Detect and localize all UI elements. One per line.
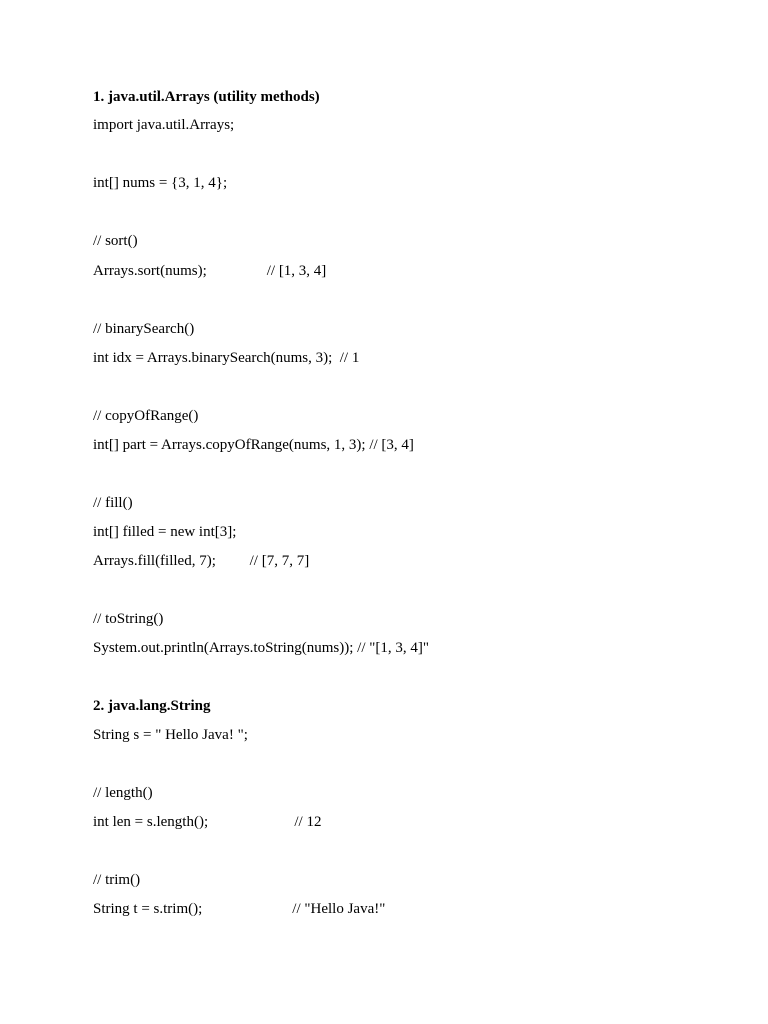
code-line-trim: String t = s.trim(); // "Hello Java!" bbox=[93, 901, 386, 917]
code-line-copy-of-range: int[] part = Arrays.copyOfRange(nums, 1, 3); // [3, 4] bbox=[93, 437, 414, 453]
comment-to-string: // toString() bbox=[93, 611, 164, 627]
comment-sort: // sort() bbox=[93, 233, 138, 249]
code-line-string-declaration: String s = " Hello Java! "; bbox=[93, 727, 248, 743]
comment-copy-of-range: // copyOfRange() bbox=[93, 408, 199, 424]
code-line-fill: Arrays.fill(filled, 7); // [7, 7, 7] bbox=[93, 553, 310, 569]
code-line-new-int-array: int[] filled = new int[3]; bbox=[93, 524, 237, 540]
code-line-import: import java.util.Arrays; bbox=[93, 117, 235, 133]
section-heading-string: 2. java.lang.String bbox=[93, 698, 211, 714]
comment-fill: // fill() bbox=[93, 495, 133, 511]
code-line-to-string: System.out.println(Arrays.toString(nums)); // "[1, 3, 4]" bbox=[93, 640, 429, 656]
code-line-sort: Arrays.sort(nums); // [1, 3, 4] bbox=[93, 263, 327, 279]
code-line-nums-declaration: int[] nums = {3, 1, 4}; bbox=[93, 175, 228, 191]
code-line-binary-search: int idx = Arrays.binarySearch(nums, 3); // 1 bbox=[93, 350, 360, 366]
section-heading-arrays: 1. java.util.Arrays (utility methods) bbox=[93, 89, 320, 105]
comment-length: // length() bbox=[93, 785, 153, 801]
comment-trim: // trim() bbox=[93, 872, 141, 888]
code-line-length: int len = s.length(); // 12 bbox=[93, 814, 322, 830]
comment-binary-search: // binarySearch() bbox=[93, 321, 195, 337]
